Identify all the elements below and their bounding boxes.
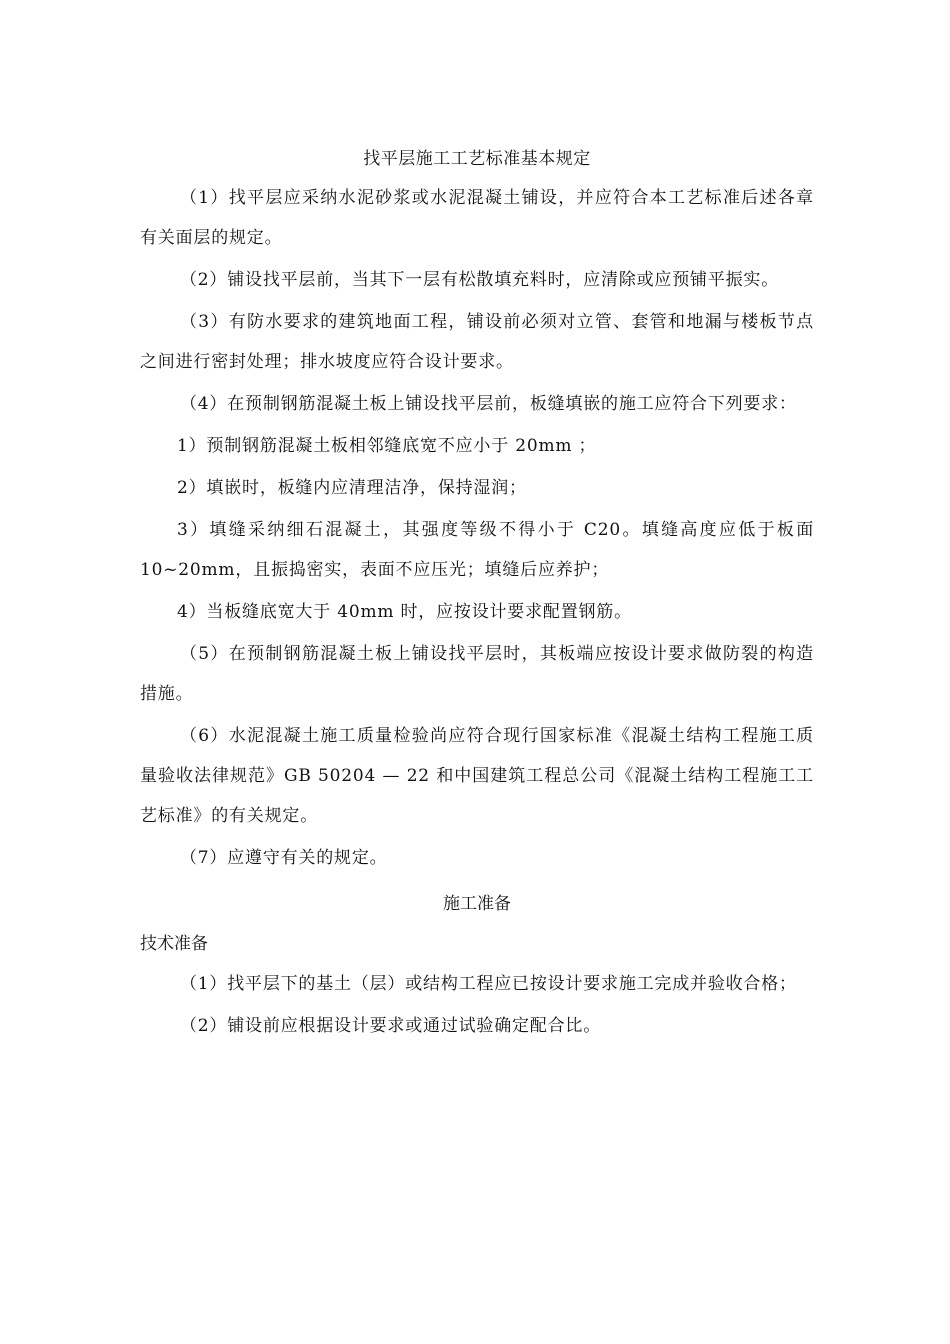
- paragraph-5: （5）在预制钢筋混凝土板上铺设找平层时，其板端应按设计要求做防裂的构造措施。: [140, 644, 814, 704]
- sub-item-2: 2）填嵌时，板缝内应清理洁净，保持湿润；: [177, 478, 527, 498]
- document-title: 找平层施工工艺标准基本规定: [363, 149, 591, 169]
- prep-item-1: （1）找平层下的基土（层）或结构工程应已按设计要求施工完成并验收合格；: [180, 974, 797, 994]
- sub-item-4: 4）当板缝底宽大于 40mm 时，应按设计要求配置钢筋。: [177, 602, 632, 622]
- paragraph-3: （3）有防水要求的建筑地面工程，铺设前必须对立管、套管和地漏与楼板节点之间进行密封处理；排水坡度应符合设计要求。: [140, 312, 814, 372]
- prep-item-2: （2）铺设前应根据设计要求或通过试验确定配合比。: [180, 1016, 602, 1036]
- sub-item-3: 3）填缝采纳细石混凝土，其强度等级不得小于 C20。填缝高度应低于板面 10~20mm，且振捣密实，表面不应压光；填缝后应养护；: [140, 520, 814, 580]
- subsection-heading: 技术准备: [140, 934, 208, 954]
- paragraph-1: （1）找平层应采纳水泥砂浆或水泥混凝土铺设，并应符合本工艺标准后述各章有关面层的规定。: [140, 188, 814, 248]
- document-body: [140, 142, 814, 1048]
- paragraph-6: （6）水泥混凝土施工质量检验尚应符合现行国家标准《混凝土结构工程施工质量验收法律规范》GB 50204 — 22 和中国建筑工程总公司《混凝土结构工程施工工艺标准》的有关规定。: [140, 726, 814, 826]
- section-title: 施工准备: [443, 894, 511, 914]
- paragraph-4: （4）在预制钢筋混凝土板上铺设找平层前，板缝填嵌的施工应符合下列要求：: [180, 394, 797, 414]
- paragraph-7: （7）应遵守有关的规定。: [180, 848, 388, 868]
- paragraph-2: （2）铺设找平层前，当其下一层有松散填充料时，应清除或应预铺平振实。: [180, 270, 780, 290]
- sub-item-1: 1）预制钢筋混凝土板相邻缝底宽不应小于 20mm ；: [177, 436, 597, 456]
